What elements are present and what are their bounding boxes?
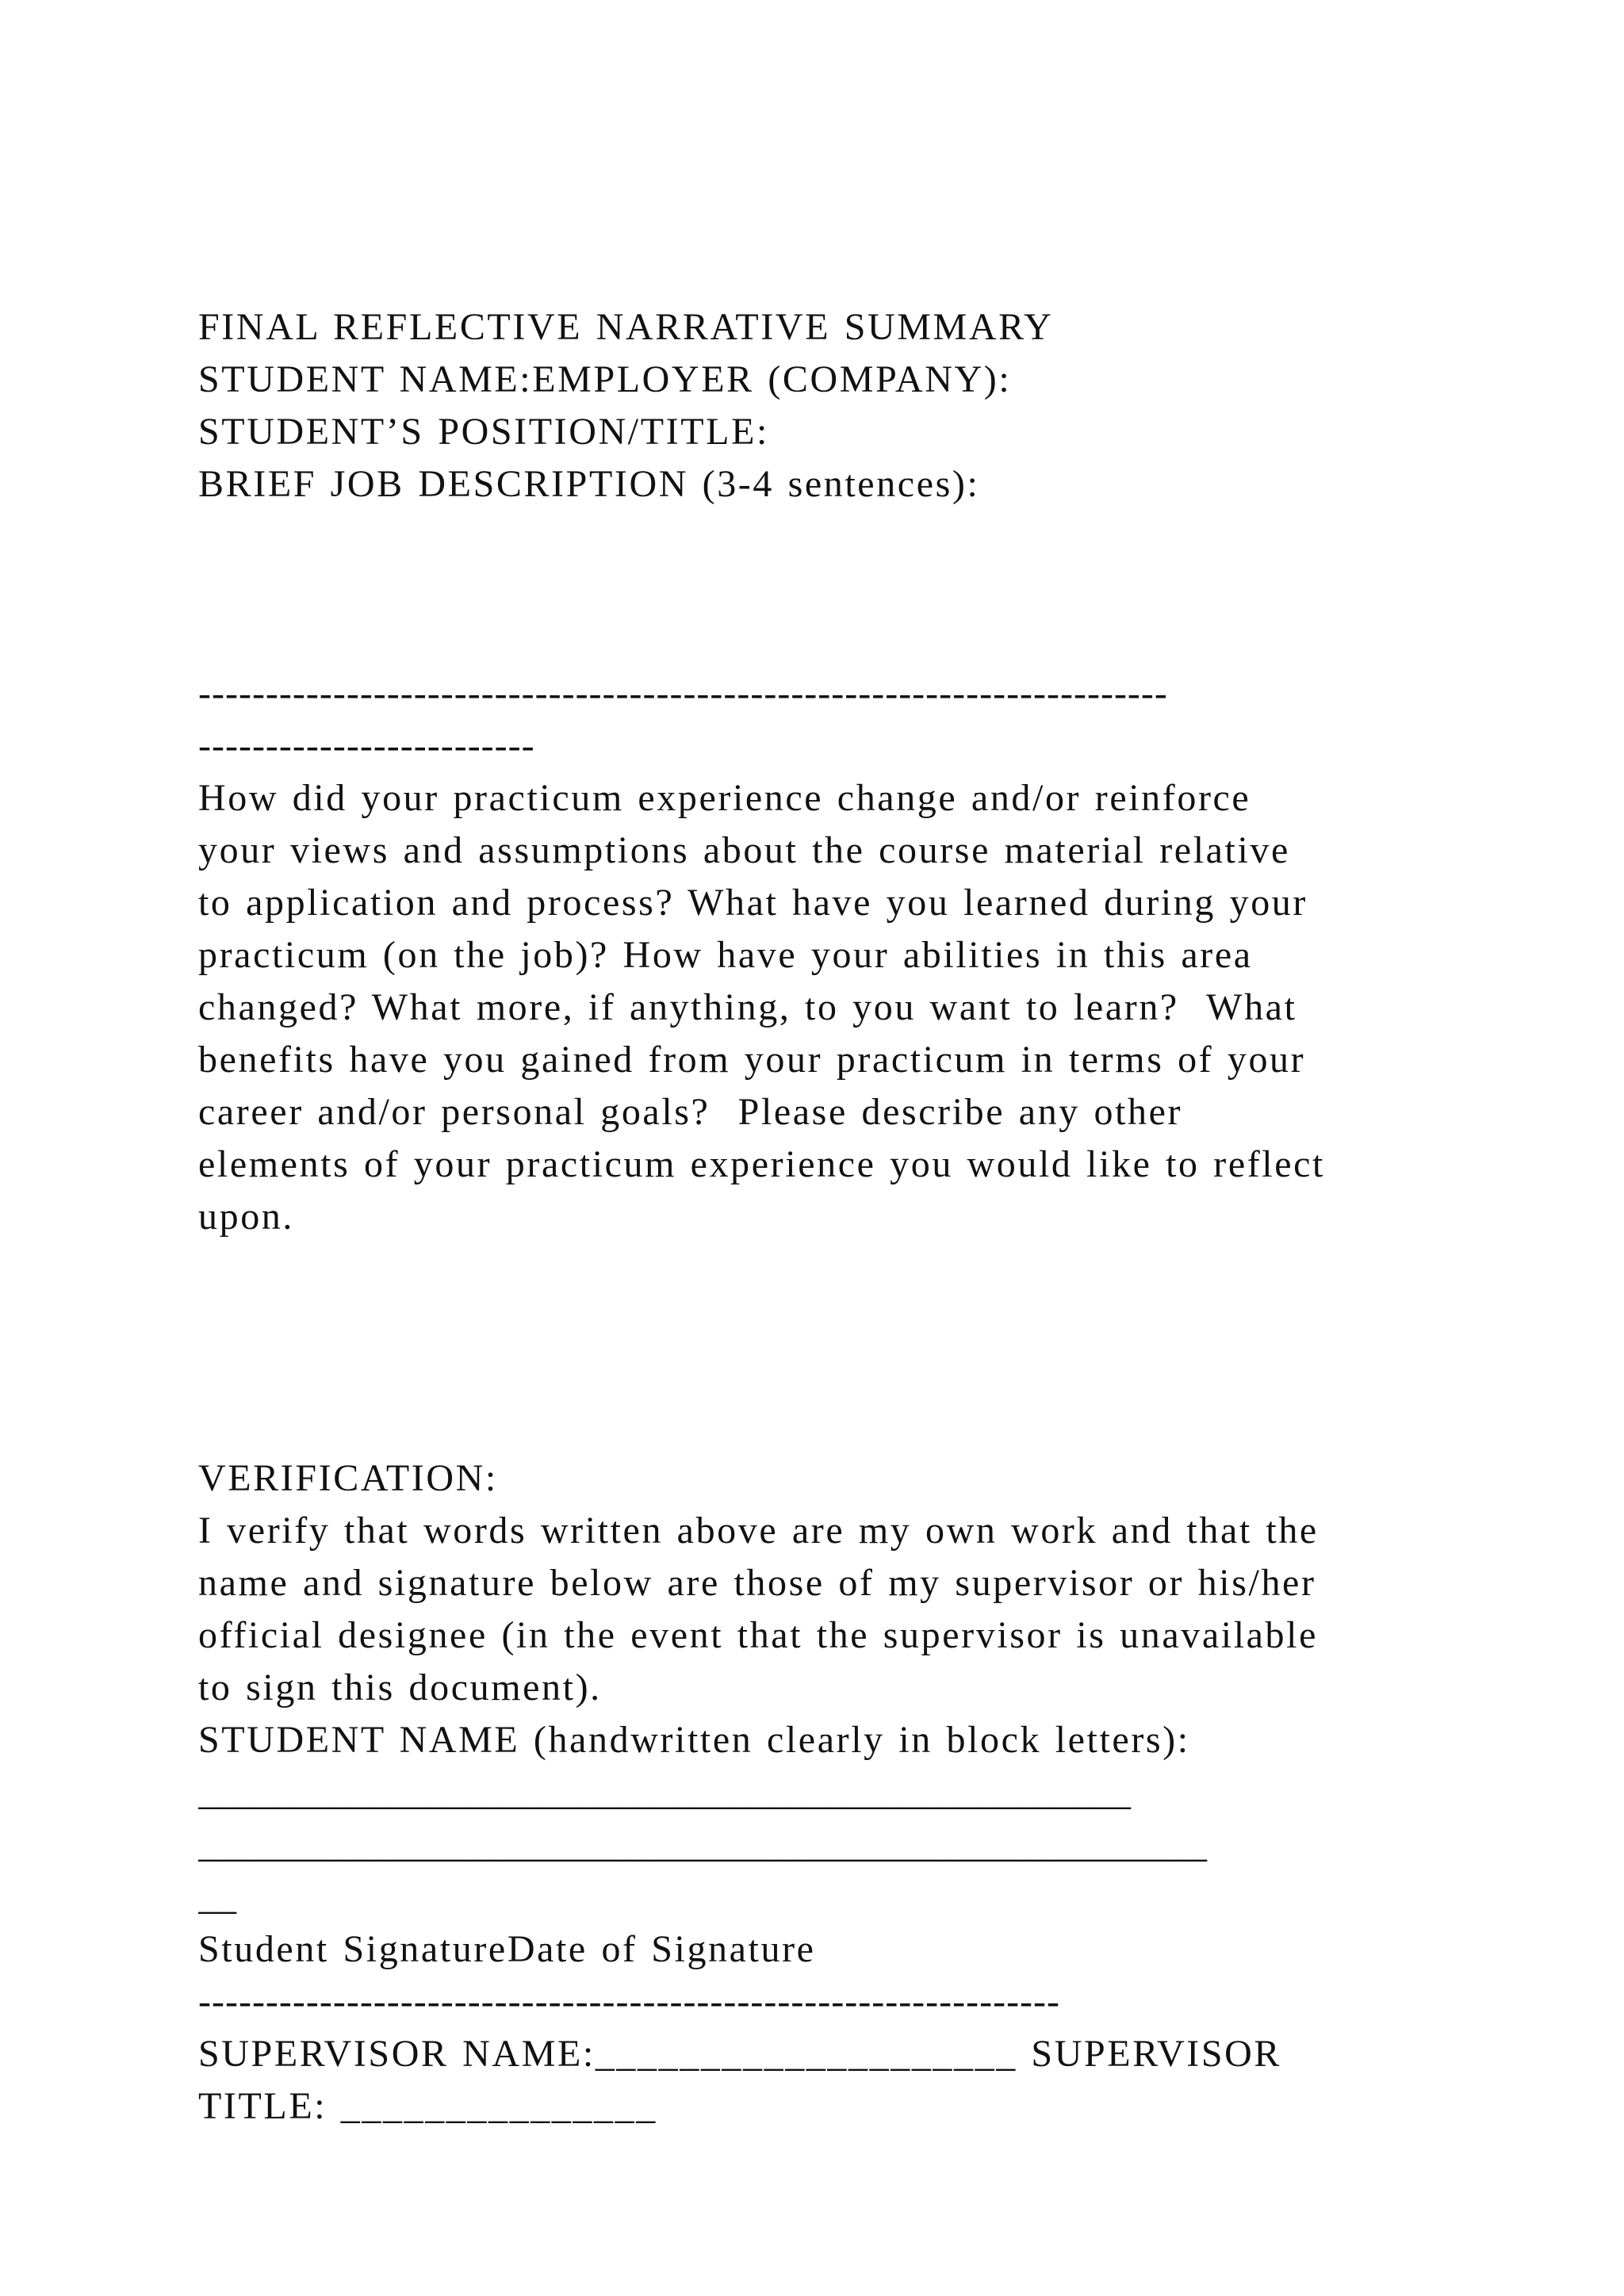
reflection-line: changed? What more, if anything, to you want to learn? What <box>198 986 1297 1028</box>
reflection-line: elements of your practicum experience you would like to reflect <box>198 1143 1325 1185</box>
supervisor-title-line: TITLE: _______________ <box>198 2085 657 2127</box>
job-description-label: BRIEF JOB DESCRIPTION (3-4 sentences): <box>198 463 980 505</box>
student-name-block-letters-label: STUDENT NAME (handwritten clearly in block letters): <box>198 1719 1190 1761</box>
supervisor-separator: ---------------------------------------------------------------- <box>198 1980 1060 2022</box>
reflection-line: upon. <box>198 1196 294 1238</box>
verification-line: official designee (in the event that the supervisor is unavailable <box>198 1614 1318 1656</box>
signature-date-blank-continued: __ <box>198 1876 236 1918</box>
reflection-line: your views and assumptions about the course material relative <box>198 829 1290 871</box>
student-name-blank: _________________________________________________ <box>198 1771 1131 1813</box>
document-title: FINAL REFLECTIVE NARRATIVE SUMMARY <box>198 306 1054 348</box>
student-position-label: STUDENT’S POSITION/TITLE: <box>198 411 769 453</box>
document-body <box>198 301 1435 2133</box>
reflection-line: benefits have you gained from your practicum in terms of your <box>198 1039 1306 1081</box>
student-name-employer-label: STUDENT NAME:EMPLOYER (COMPANY): <box>198 358 1012 400</box>
reflection-prompt <box>198 772 1435 1243</box>
reflection-line: practicum (on the job)? How have your abilities in this area <box>198 934 1253 976</box>
reflection-line: How did your practicum experience change and/or reinforce <box>198 777 1251 819</box>
spacer <box>198 1243 1435 1452</box>
verification-line: to sign this document). <box>198 1667 602 1709</box>
reflection-line: career and/or personal goals? Please describe any other <box>198 1091 1183 1133</box>
separator-line-2: ------------------------- <box>198 725 535 767</box>
supervisor-name-line: SUPERVISOR NAME:____________________ SUPERVISOR <box>198 2033 1282 2075</box>
verification-section <box>198 1452 1435 2133</box>
spacer <box>198 511 1435 668</box>
verification-line: I verify that words written above are my own work and that the <box>198 1510 1319 1552</box>
signature-date-label: Student SignatureDate of Signature <box>198 1928 816 1970</box>
signature-date-blank: _____________________________________________________ <box>198 1823 1207 1866</box>
reflection-line: to application and process? What have you learned during your <box>198 882 1308 924</box>
separator-line-1: ------------------------------------------------------------------------ <box>198 672 1168 714</box>
verification-line: name and signature below are those of my supervisor or his/her <box>198 1562 1316 1604</box>
verification-heading: VERIFICATION: <box>198 1457 498 1499</box>
